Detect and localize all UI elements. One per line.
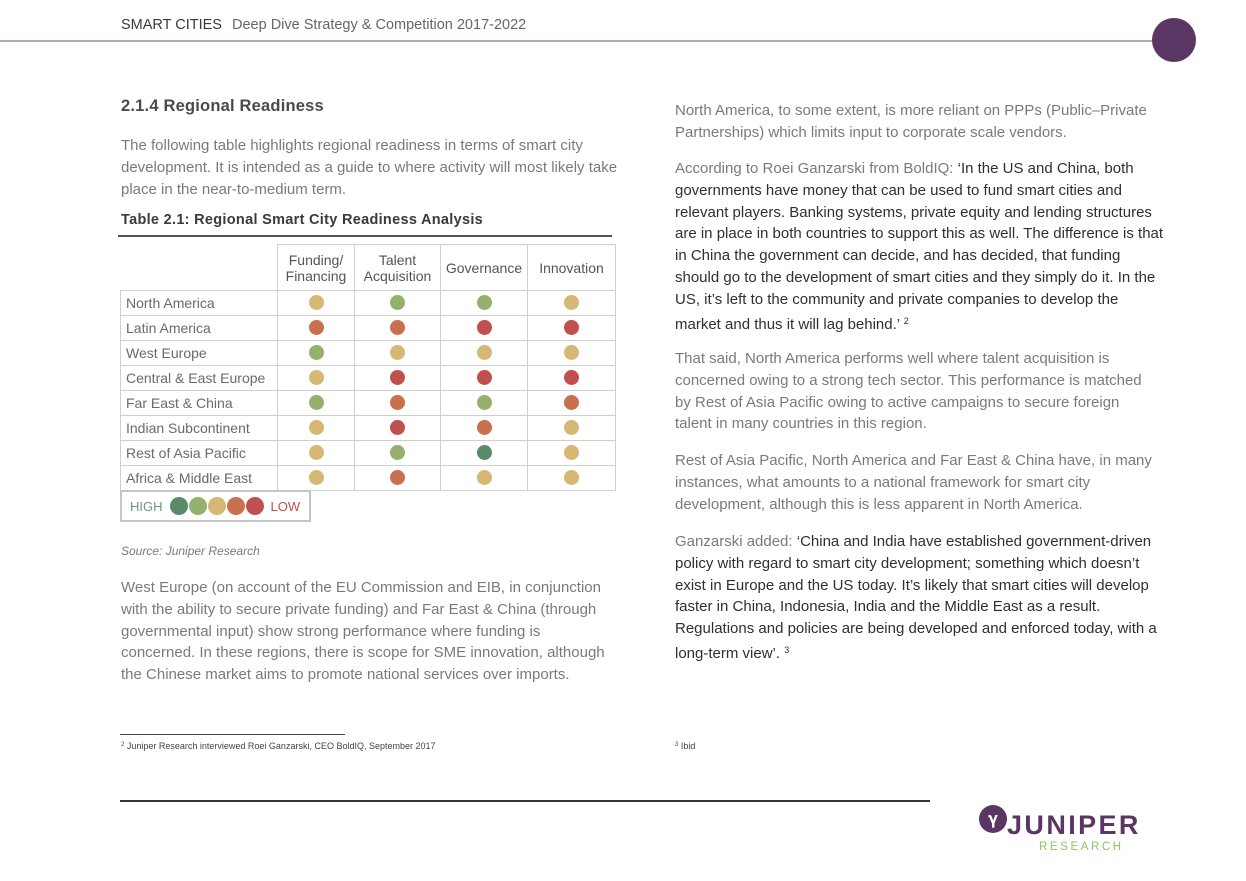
logo-wordmark: JUNIPER	[1007, 810, 1141, 840]
rating-dot-very-low	[390, 420, 405, 435]
rating-cell	[278, 391, 355, 416]
rating-dot-medium	[564, 295, 579, 310]
tulip-icon: 𝛄	[979, 805, 1007, 833]
rating-dot-very-low	[477, 320, 492, 335]
rating-dot-medium	[390, 345, 405, 360]
rating-cell	[278, 441, 355, 466]
rating-dot-very-low	[477, 370, 492, 385]
rating-cell	[441, 416, 528, 441]
table-row	[121, 416, 616, 441]
page-header	[121, 17, 526, 33]
region-name: Rest of Asia Pacific	[121, 441, 278, 466]
rating-cell	[528, 441, 616, 466]
region-name: Indian Subcontinent	[121, 416, 278, 441]
rating-dot-very-low	[564, 370, 579, 385]
quote-text: ‘China and India have established government-driven policy with regard to smart city development; something which doesn’t exist in Europe and the US today. It’s likely that smart cities will develop faster in China, Indonesia, India and the Middle East as a result. Regulations and policies are being developed and enforced today, with a long-term view’.	[675, 533, 1157, 662]
rating-dot-medium	[477, 470, 492, 485]
rating-cell	[278, 291, 355, 316]
column-header-governance: Governance	[441, 245, 528, 291]
rating-cell	[355, 366, 441, 391]
legend-dots	[170, 497, 265, 515]
rating-dot-medium	[309, 420, 324, 435]
table-row	[121, 341, 616, 366]
region-name: Far East & China	[121, 391, 278, 416]
rating-dot-medium	[477, 345, 492, 360]
rating-dot-very-low	[390, 370, 405, 385]
rating-cell	[355, 416, 441, 441]
region-name: Africa & Middle East	[121, 466, 278, 491]
legend-high-label: HIGH	[130, 498, 163, 514]
rating-cell	[278, 341, 355, 366]
column-header-innovation: Innovation	[528, 245, 616, 291]
table-row	[121, 391, 616, 416]
legend-dot-very-high	[170, 497, 188, 515]
rating-dot-low	[309, 320, 324, 335]
table-row	[121, 291, 616, 316]
rating-cell	[528, 466, 616, 491]
right-paragraph-5: Ganzarski added: ‘China and India have established government-driven policy with regard to smart city development; something which doesn’t exist in Europe and the US today. It’s likely that smart cities will develop faster in China, Indonesia, India and the Middle East as a result. Regulations and policies are being developed and enforced today, with a long-term view’. $^3$	[675, 533, 1157, 662]
region-name: Central & East Europe	[121, 366, 278, 391]
readiness-table	[120, 244, 616, 491]
legend-low-label: LOW	[270, 498, 301, 514]
footnote-rule	[120, 734, 345, 735]
table-row	[121, 366, 616, 391]
rating-cell	[278, 366, 355, 391]
table-caption-rule	[118, 235, 612, 237]
rating-cell	[355, 341, 441, 366]
table-header-blank	[121, 245, 278, 291]
rating-cell	[441, 391, 528, 416]
footer-rule	[120, 800, 930, 802]
rating-cell	[355, 466, 441, 491]
table-row	[121, 466, 616, 491]
right-paragraph-3: That said, North America performs well where talent acquisition is concerned owing to a strong tech sector. This performance is matched by Rest of Asia Pacific owing to active campaigns to secure foreign talent in many countries in this region.	[675, 350, 1142, 433]
legend-dot-high	[189, 497, 207, 515]
table-source: Source: Juniper Research	[121, 544, 260, 558]
rating-cell	[528, 366, 616, 391]
rating-cell	[441, 466, 528, 491]
legend-dot-very-low	[246, 497, 264, 515]
column-header-talent: Talent Acquisition	[355, 245, 441, 291]
rating-dot-high	[390, 445, 405, 460]
rating-cell	[441, 341, 528, 366]
right-paragraph-1: North America, to some extent, is more reliant on PPPs (Public–Private Partnerships) which limits input to corporate scale vendors.	[675, 102, 1147, 141]
rating-cell	[528, 341, 616, 366]
rating-cell	[528, 391, 616, 416]
rating-dot-low	[390, 470, 405, 485]
rating-dot-low	[564, 395, 579, 410]
quote-text: ‘In the US and China, both governments have money that can be used to fund smart cities and relevant players. Banking systems, private equity and lending structures are in place in both countries to support this as well. The difference is that in China the government can decide, and has decided, that funding should go to the development of smart cities and they simply do it. In the US, it’s left to the community and private companies to develop the market and thus it will lag behind.’	[675, 160, 1164, 333]
header-brand: SMART CITIES	[121, 17, 222, 33]
rating-dot-medium	[564, 345, 579, 360]
rating-dot-medium	[309, 370, 324, 385]
legend-dot-medium	[208, 497, 226, 515]
rating-cell	[278, 466, 355, 491]
quote-attribution: Ganzarski added:	[675, 533, 797, 550]
right-paragraph-2: According to Roei Ganzarski from BoldIQ: ‘In the US and China, both governments have money that can be used to fund smart cities and relevant players. Banking systems, private equity and lending structures are in place in both countries to support this as well. The difference is that in China the government can decide, and has decided, that funding should go to the development of smart cities and they simply do it. In the US, it’s left to the community and private companies to develop the market and thus it will lag behind.’ $^2$	[675, 160, 1164, 333]
rating-cell	[355, 291, 441, 316]
rating-cell	[441, 316, 528, 341]
quote-attribution: According to Roei Ganzarski from BoldIQ:	[675, 160, 958, 177]
section-heading: 2.1.4 Regional Readiness	[121, 97, 324, 115]
intro-paragraph: The following table highlights regional readiness in terms of smart city development. It is intended as a guide to where activity will most likely take place in the near-to-medium term.	[121, 137, 618, 198]
rating-cell	[441, 366, 528, 391]
rating-cell	[355, 441, 441, 466]
rating-dot-very-low	[564, 320, 579, 335]
rating-dot-low	[390, 395, 405, 410]
rating-cell	[528, 316, 616, 341]
rating-dot-medium	[309, 445, 324, 460]
rating-dot-very-high	[477, 445, 492, 460]
rating-dot-high	[309, 395, 324, 410]
rating-cell	[355, 316, 441, 341]
rating-cell	[441, 291, 528, 316]
rating-cell	[441, 441, 528, 466]
right-paragraph-4: Rest of Asia Pacific, North America and Far East & China have, in many instances, what amounts to a national framework for smart city development, although this is less apparent in North America.	[675, 452, 1152, 513]
column-header-funding: Funding/ Financing	[278, 245, 355, 291]
footnote-3: $^3$ Ibid	[675, 741, 696, 751]
rating-cell	[278, 316, 355, 341]
table-header-row	[121, 245, 616, 291]
region-name: West Europe	[121, 341, 278, 366]
rating-dot-high	[309, 345, 324, 360]
rating-dot-high	[477, 395, 492, 410]
rating-cell	[528, 416, 616, 441]
region-name: North America	[121, 291, 278, 316]
rating-cell	[355, 391, 441, 416]
rating-dot-low	[477, 420, 492, 435]
rating-dot-high	[477, 295, 492, 310]
rating-dot-medium	[564, 470, 579, 485]
table-caption: Table 2.1: Regional Smart City Readiness Analysis	[121, 212, 484, 228]
header-subtitle: Deep Dive Strategy & Competition 2017-2022	[232, 17, 527, 33]
rating-dot-low	[390, 320, 405, 335]
rating-legend	[120, 490, 311, 522]
table-row	[121, 441, 616, 466]
header-circle-decoration	[1152, 18, 1196, 62]
rating-dot-medium	[564, 445, 579, 460]
rating-cell	[278, 416, 355, 441]
rating-dot-medium	[564, 420, 579, 435]
table-row	[121, 316, 616, 341]
region-name: Latin America	[121, 316, 278, 341]
logo-subtitle: RESEARCH	[1039, 841, 1124, 853]
rating-dot-medium	[309, 470, 324, 485]
footnote-2: $^2$ Juniper Research interviewed Roei Ganzarski, CEO BoldIQ, September 2017	[121, 741, 436, 751]
table-body	[121, 291, 616, 491]
header-rule	[0, 40, 1160, 42]
rating-dot-medium	[309, 295, 324, 310]
rating-dot-high	[390, 295, 405, 310]
juniper-logo	[979, 803, 1159, 859]
left-paragraph: West Europe (on account of the EU Commission and EIB, in conjunction with the ability to secure private funding) and Far East & China (through governmental input) show strong performance where funding is concerned. In these regions, there is scope for SME innovation, although the Chinese market aims to promote national services over imports.	[121, 579, 605, 684]
rating-cell	[528, 291, 616, 316]
legend-dot-low	[227, 497, 245, 515]
